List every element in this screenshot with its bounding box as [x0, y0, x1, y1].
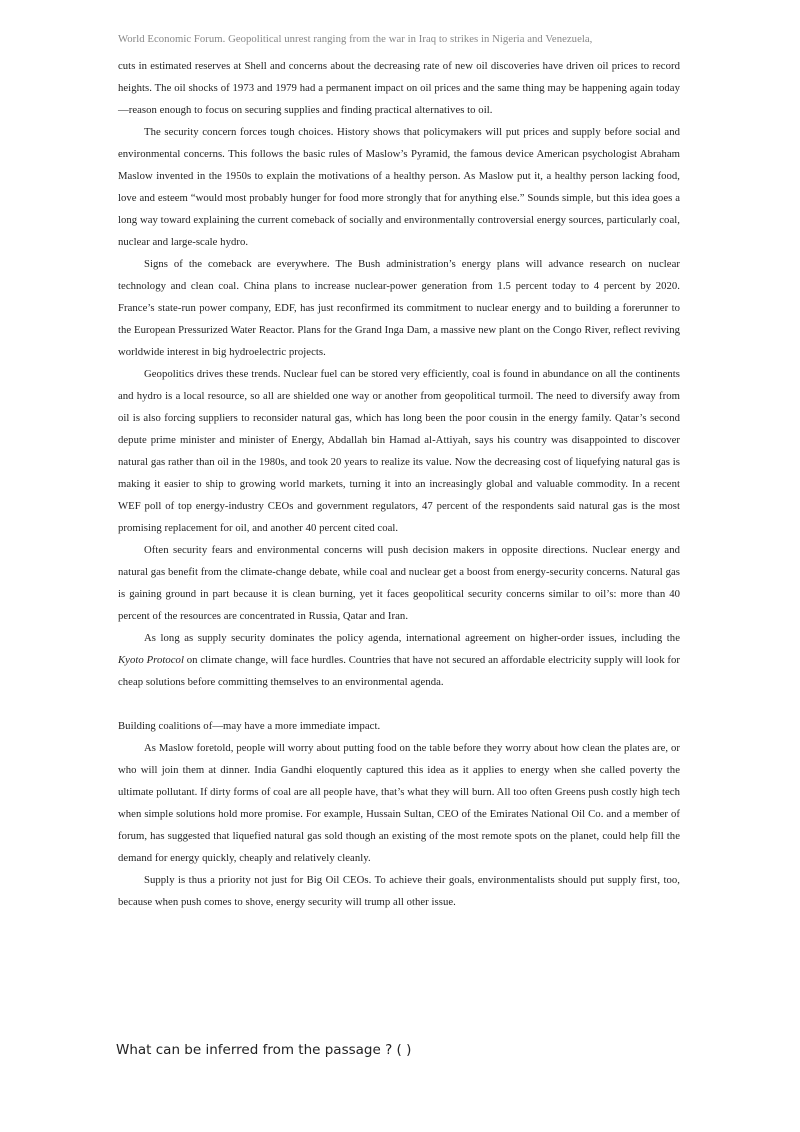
paragraph-supply-security-agenda-start: As long as supply security dominates the policy agenda, international agreement on higher-order issues, including the — [144, 632, 680, 644]
cut-off-top-line-text: World Economic Forum. Geopolitical unrest ranging from the war in Iraq to strikes in Nigeria and Venezuela, — [118, 33, 593, 45]
paragraph-comeback-signs: Signs of the comeback are everywhere. The Bush administration’s energy plans will advance research on nuclear technology and clean coal. China plans to increase nuclear-power generation from 1.5 percent today to 4 percent by 2020. France’s state-run power company, EDF, has just reconfirmed its commitment to nuclear energy and to building a forerunner to the European Pressurized Water Reactor. Plans for the Grand Inga Dam, a massive new plant on the Congo River, reflect reviving worldwide interest in big hydroelectric projects. — [118, 258, 680, 358]
article-body — [118, 33, 680, 913]
paragraph-maslow-foretold: As Maslow foretold, people will worry about putting food on the table before they worry about how clean the plates are, or who will join them at dinner. India Gandhi eloquently captured this idea as it applies to energy when she called poverty the ultimate pollutant. If dirty forms of coal are all people have, that’s what they will burn. All too often Greens push costly high tech when simple solutions hold more promise. For example, Hussain Sultan, CEO of the Emirates National Oil Co. and a member of forum, has suggested that liquefied natural gas sold though an existing of the most remote spots on the planet, could help fill the demand for energy quickly, cheaply and relatively cleanly. — [118, 742, 680, 864]
paragraph-geopolitics: Geopolitics drives these trends. Nuclear fuel can be stored very efficiently, coal is found in abundance on all the continents and hydro is a local resource, so all are shielded one way or another from geopolitical turmoil. The need to diversify away from oil is also forcing suppliers to reconsider natural gas, which has long been the poor cousin in the energy family. Qatar’s second depute prime minister and minister of Energy, Abdallah bin Hamad al-Attiyah, says his country was disappointed to discover natural gas rather than oil in the 1980s, and took 20 years to realize its value. Now the decreasing cost of liquefying natural gas is making it easier to ship to growing world markets, turning it into an increasingly global and valuable commodity. In a recent WEF poll of top energy-industry CEOs and government regulators, 47 percent of the respondents said natural gas is the most promising replacement for oil, and another 40 percent cited coal. — [118, 368, 680, 534]
kyoto-protocol-italic: Kyoto Protocol — [118, 654, 184, 666]
paragraph-gap — [118, 693, 680, 715]
question-text: What can be inferred from the passage ? ( ) — [116, 1042, 412, 1058]
scanned-article-image — [0, 33, 800, 1045]
cut-off-top-line — [118, 33, 680, 55]
paragraph-supply-security-agenda-end: on climate change, will face hurdles. Countries that have not secured an affordable electricity supply will look for cheap solutions before committing themselves to an environmental agenda. — [118, 654, 680, 688]
paragraph-supply-security-agenda — [118, 627, 680, 693]
paragraph-security-concern: The security concern forces tough choices. History shows that policymakers will put prices and supply before social and environmental concerns. This follows the basic rules of Maslow’s Pyramid, the famous device American psychologist Abraham Maslow invented in the 1950s to explain the motivations of a healthy person. As Maslow put it, a healthy person lacking food, love and esteem “would most probably hunger for food more strongly that for anything else.” Sounds simple, but this idea goes a long way toward explaining the current comeback of socially and environmentally controversial energy sources, particularly coal, nuclear and large-scale hydro. — [118, 126, 680, 248]
paragraph-supply-priority: Supply is thus a priority not just for Big Oil CEOs. To achieve their goals, environmentalists should put supply first, too, because when push comes to shove, energy security will trump all other issue. — [118, 874, 680, 908]
paragraph-oil-prices: cuts in estimated reserves at Shell and concerns about the decreasing rate of new oil discoveries have driven oil prices to record heights. The oil shocks of 1973 and 1979 had a permanent impact on oil prices and the same thing may be happening again today—reason enough to focus on securing supplies and finding practical alternatives to oil. — [118, 60, 680, 116]
paragraph-security-vs-environment: Often security fears and environmental concerns will push decision makers in opposite directions. Nuclear energy and natural gas benefit from the climate-change debate, while coal and nuclear get a boost from energy-security concerns. Natural gas is gaining ground in part because it is clean burning, yet it faces geopolitical security concerns similar to oil’s: more than 40 percent of the resources are concentrated in Russia, Qatar and Iran. — [118, 544, 680, 622]
paragraph-building-coalitions: Building coalitions of—may have a more immediate impact. — [118, 720, 381, 732]
